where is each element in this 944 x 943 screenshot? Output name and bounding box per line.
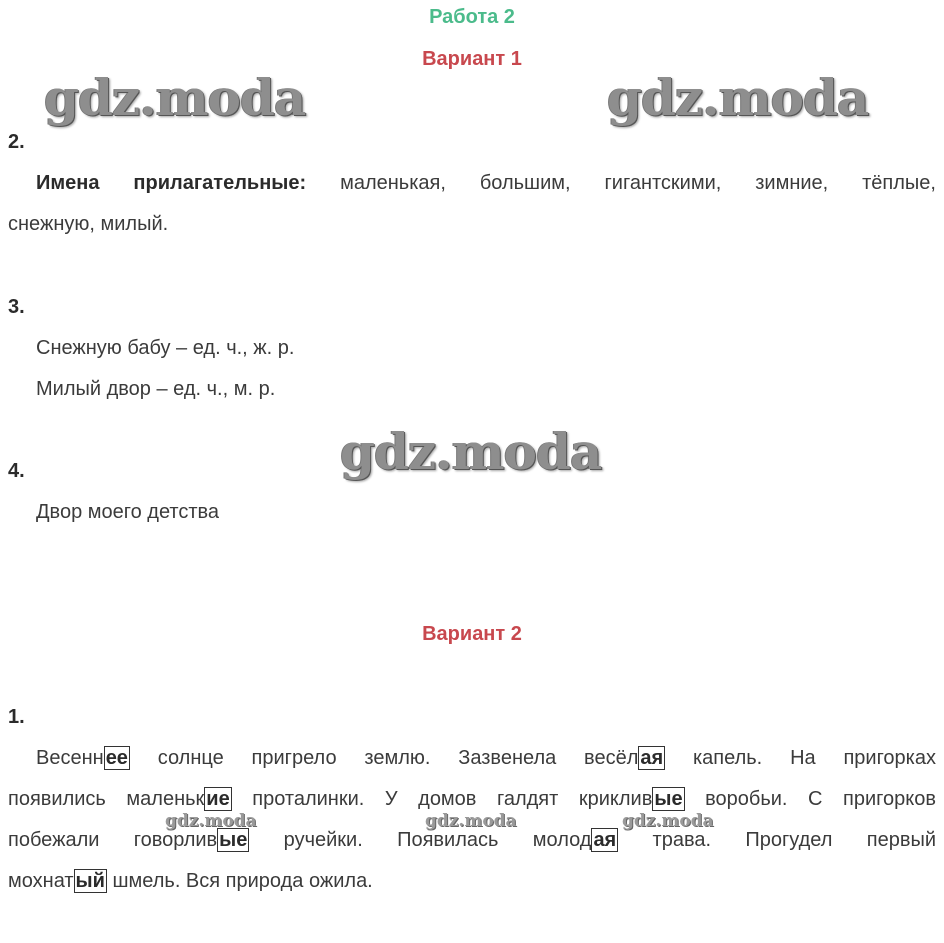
task-1-number: 1. <box>8 706 25 728</box>
variant-2-heading: Вариант 2 <box>422 623 522 645</box>
task-4-number: 4. <box>8 460 25 482</box>
ending-box: ее <box>105 747 128 769</box>
task-3-number: 3. <box>8 296 25 318</box>
task-2-line-2: снежную, милый. <box>8 213 169 235</box>
adjectives-list: маленькая, большим, гигантскими, зимние, тёплые, <box>306 172 936 194</box>
ending-box: ые <box>219 829 248 851</box>
task-2-number: 2. <box>8 131 25 153</box>
watermark-small-2: gdz.moda <box>425 811 517 831</box>
watermark-center: gdz.moda <box>340 422 602 481</box>
task-2-line-1 <box>36 172 936 195</box>
watermark-right: gdz.moda <box>607 68 869 127</box>
watermark-left: gdz.moda <box>44 68 306 127</box>
text-row-4: мохнат ый шмель. Вся природа ожила. <box>8 870 373 892</box>
ending-box: ый <box>75 870 105 892</box>
task-3-line-2: Милый двор – ед. ч., м. р. <box>36 378 276 400</box>
ending-box: ие <box>206 788 230 810</box>
task-3-line-1: Снежную бабу – ед. ч., ж. р. <box>36 337 295 359</box>
ending-box: ая <box>640 747 664 769</box>
task-4-line-1: Двор моего детства <box>36 501 220 523</box>
text-row-3: побежали говорлив ые ручейки. Появилась молод ая трава. Прогудел первый <box>8 829 936 851</box>
ending-box: ые <box>654 788 683 810</box>
adjectives-label: Имена прилагательные: <box>36 172 307 194</box>
text-row-2: появились маленьк ие проталинки. У домов галдят криклив ые воробьи. С пригорков <box>8 788 937 810</box>
watermark-small-1: gdz.moda <box>165 811 257 831</box>
watermark-small-3: gdz.moda <box>622 811 714 831</box>
text-row-1: Весенн ее солнце пригрело землю. Зазвенела весёл ая капель. На пригорках <box>36 747 936 769</box>
page-title: Работа 2 <box>429 6 515 28</box>
ending-box: ая <box>593 829 617 851</box>
variant-1-heading: Вариант 1 <box>422 48 522 70</box>
